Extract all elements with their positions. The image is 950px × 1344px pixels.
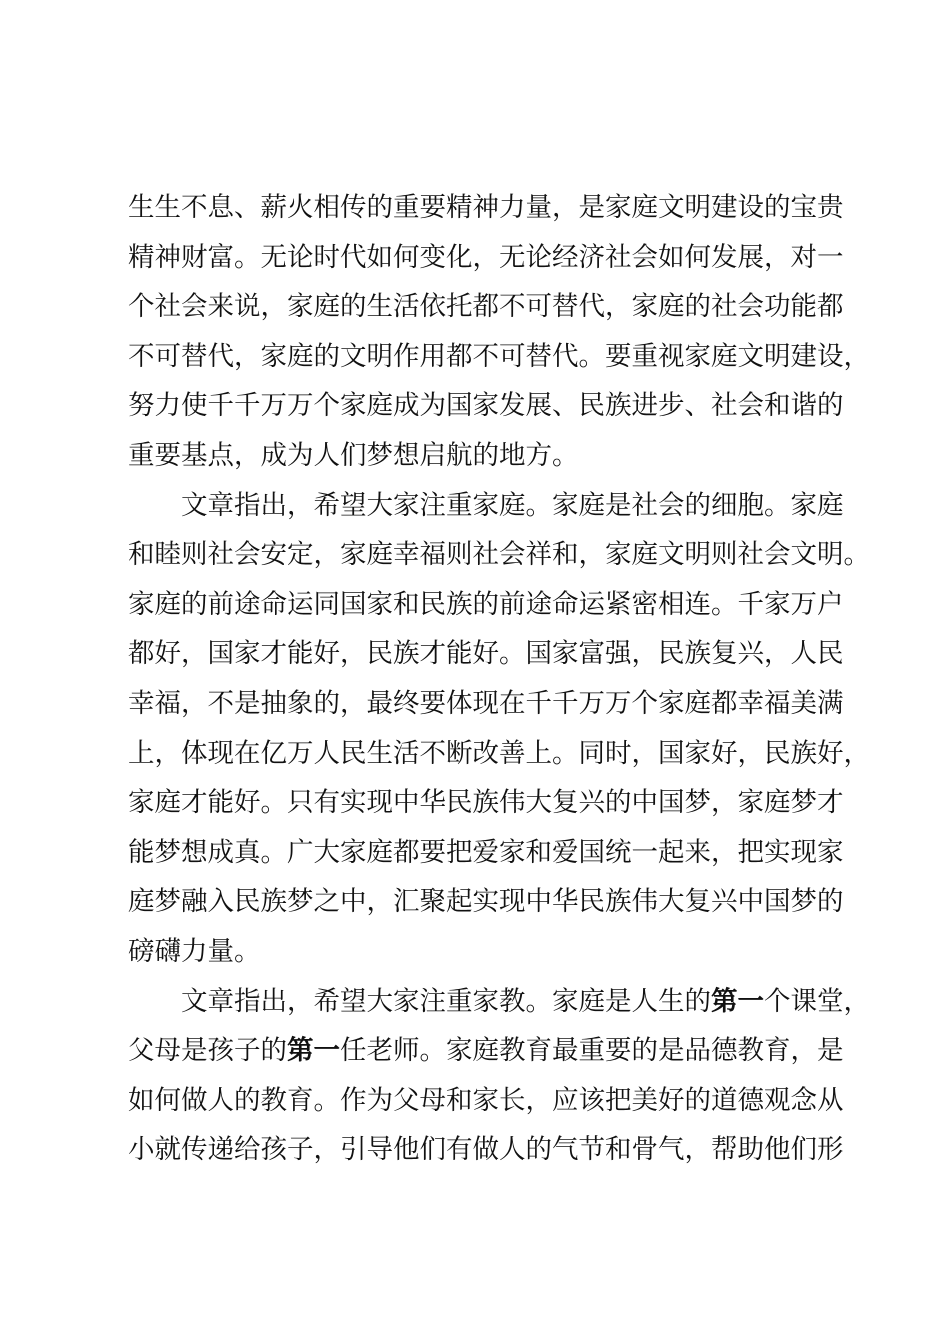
text-line: 不可替代，家庭的文明作用都不可替代。要重视家庭文明建设， xyxy=(128,340,870,372)
text-line: 幸福，不是抽象的，最终要体现在千千万万个家庭都幸福美满 xyxy=(128,687,844,719)
text-line: 生生不息、薪火相传的重要精神力量，是家庭文明建设的宝贵 xyxy=(128,192,844,223)
text-line: 上，体现在亿万人民生活不断改善上。同时，国家好，民族好， xyxy=(128,737,870,769)
body-text xyxy=(128,183,868,1175)
bold-text: 第一 xyxy=(287,1035,340,1067)
text-line: 都好，国家才能好，民族才能好。国家富强，民族复兴，人民 xyxy=(128,638,844,670)
text-run: 个课堂， xyxy=(764,985,870,1017)
text-line: 文章指出，希望大家注重家庭。家庭是社会的细胞。家庭 xyxy=(181,489,844,521)
bold-text: 第一 xyxy=(711,985,764,1017)
text-line: 庭梦融入民族梦之中，汇聚起实现中华民族伟大复兴中国梦的 xyxy=(128,886,844,918)
paragraph-2 xyxy=(128,481,868,977)
text-run: 文章指出，希望大家注重家教。家庭是人生的 xyxy=(181,985,711,1017)
text-line xyxy=(128,977,868,1027)
text-line: 重要基点，成为人们梦想启航的地方。 xyxy=(128,439,579,471)
text-line: 家庭才能好。只有实现中华民族伟大复兴的中国梦，家庭梦才 xyxy=(128,787,844,819)
paragraph-1 xyxy=(128,183,868,481)
paragraph-3 xyxy=(128,977,868,1175)
text-line: 磅礴力量。 xyxy=(128,935,261,967)
text-line: 努力使千千万万个家庭成为国家发展、民族进步、社会和谐的 xyxy=(128,390,844,422)
text-line: 小就传递给孩子，引导他们有做人的气节和骨气，帮助他们形 xyxy=(128,1134,844,1166)
text-line: 如何做人的教育。作为父母和家长，应该把美好的道德观念从 xyxy=(128,1084,844,1116)
text-line: 和睦则社会安定，家庭幸福则社会祥和，家庭文明则社会文明。 xyxy=(128,539,870,571)
text-line xyxy=(128,1026,868,1076)
text-run: 父母是孩子的 xyxy=(128,1035,287,1067)
text-line: 能梦想成真。广大家庭都要把爱家和爱国统一起来，把实现家 xyxy=(128,836,844,868)
text-line: 精神财富。无论时代如何变化，无论经济社会如何发展，对一 xyxy=(128,241,844,273)
text-line: 个社会来说，家庭的生活依托都不可替代，家庭的社会功能都 xyxy=(128,291,844,323)
text-line: 家庭的前途命运同国家和民族的前途命运紧密相连。千家万户 xyxy=(128,588,844,620)
text-run: 任老师。家庭教育最重要的是品德教育，是 xyxy=(340,1035,844,1067)
